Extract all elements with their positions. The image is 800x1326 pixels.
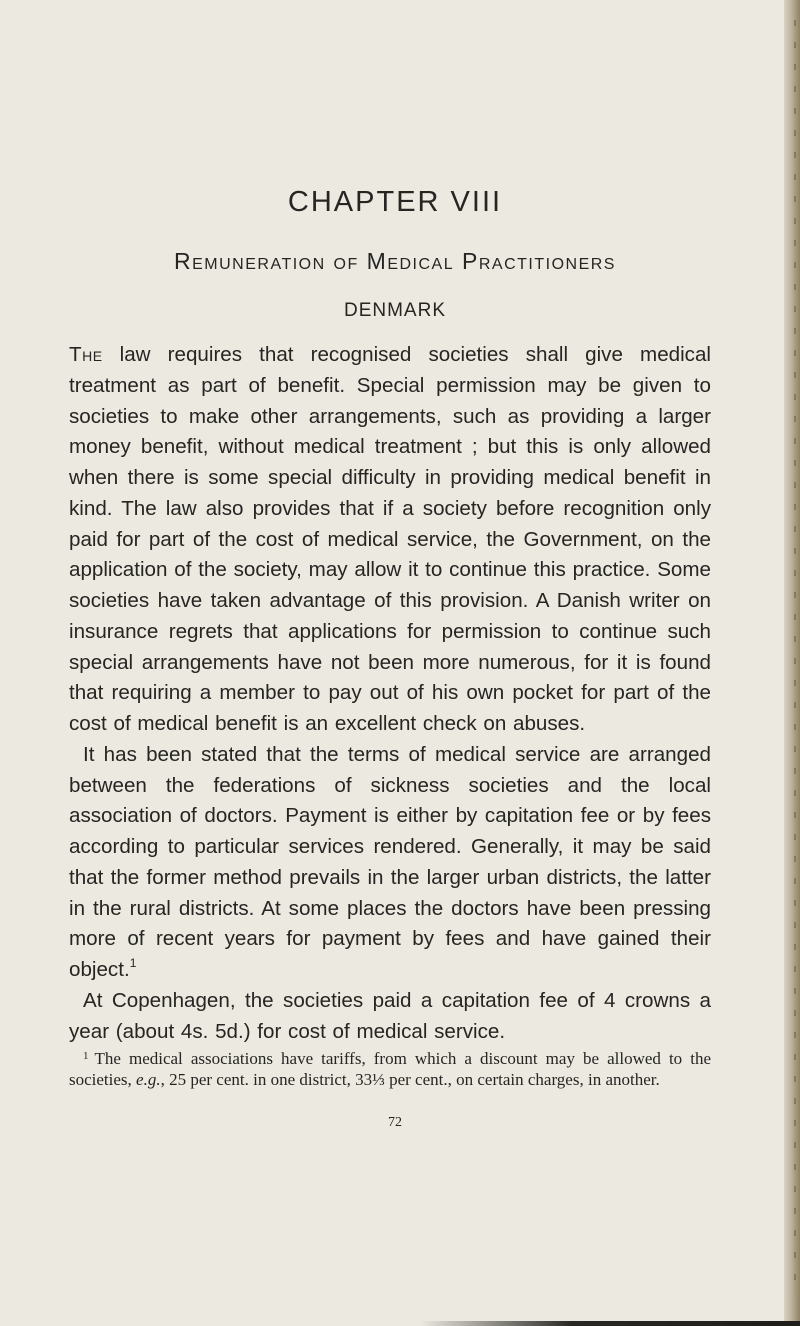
footnote-reference: 1 xyxy=(129,956,137,970)
footnote-number: 1 xyxy=(83,1050,89,1062)
footnote-text-before: The medical associations have tariffs, from which a discount may be allowed to the societies, xyxy=(69,1049,711,1089)
paragraph-2 xyxy=(69,740,711,986)
paragraph-2-text: It has been stated that the terms of medical service are arranged between the federations of sickness societies and the local association of doctors. Payment is either by capitation fee or by fees according to particular services rendered. Generally, it may be said that the former method prevails in the larger urban districts, the latter in the rural districts. At some places the doctors have been pressing more of recent years for payment by fees and have gained their object. xyxy=(69,742,711,981)
footnote-eg: e.g. xyxy=(136,1070,161,1089)
page-bottom-shadow xyxy=(420,1321,800,1326)
paragraph-1-lead: The xyxy=(69,343,103,366)
paragraph-1 xyxy=(69,340,711,740)
body-text xyxy=(69,340,711,1047)
chapter-title: CHAPTER VIII xyxy=(287,186,503,218)
paragraph-3 xyxy=(69,986,711,1048)
footnote xyxy=(69,1048,711,1090)
footnote-text-after: , 25 per cent. in one district, 33⅓ per cent., on certain charges, in another. xyxy=(160,1070,660,1089)
page-number: 72 xyxy=(388,1115,402,1130)
paragraph-3-text: At Copenhagen, the societies paid a capitation fee of 4 crowns a year (about 4s. 5d.) for cost of medical service. xyxy=(69,988,711,1043)
paragraph-1-text: law requires that recognised societies shall give medical treatment as part of benefit. Special permission may be given to societies to make other arrangements, such as providing a larger money benefit, without medical treatment ; but this is only allowed when there is some special difficulty in providing medical benefit in kind. The law also provides that if a society before recognition only paid for part of the cost of medical service, the Government, on the application of the society, may allow it to continue this practice. Some societies have taken advantage of this provision. A Danish writer on insurance regrets that applications for permission to continue such special arrangements have not been more numerous, for it is found that requiring a member to pay out of his own pocket for part of the cost of medical benefit is an excellent check on abuses. xyxy=(69,343,711,735)
section-heading: DENMARK xyxy=(343,300,446,321)
chapter-subtitle: Remuneration of Medical Practitioners xyxy=(174,248,616,274)
